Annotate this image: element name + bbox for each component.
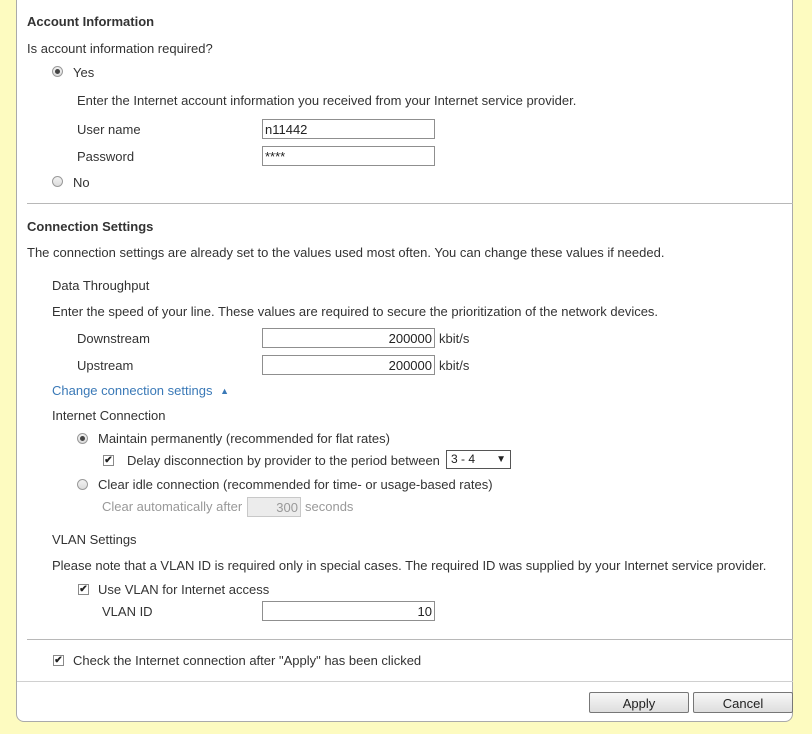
account-yes-label[interactable]: Yes <box>73 65 95 80</box>
downstream-unit: kbit/s <box>439 331 470 346</box>
throughput-info: Enter the speed of your line. These values are required to secure the prioritization of the network devices. <box>52 304 659 319</box>
vlan-info: Please note that a VLAN ID is required only in special cases. The required ID was supplied by your Internet service provider. <box>52 558 767 573</box>
upstream-label: Upstream <box>77 358 134 373</box>
delay-label[interactable]: Delay disconnection by provider to the period between <box>127 453 440 468</box>
check-connection-label[interactable]: Check the Internet connection after "Apply" has been clicked <box>73 653 422 668</box>
seconds-label: seconds <box>305 499 354 514</box>
clear-auto-label: Clear automatically after <box>102 499 243 514</box>
vlan-heading: VLAN Settings <box>52 532 137 547</box>
cancel-button[interactable]: Cancel <box>693 692 793 713</box>
apply-button[interactable]: Apply <box>589 692 689 713</box>
internet-connection-heading: Internet Connection <box>52 408 166 423</box>
upstream-unit: kbit/s <box>439 358 470 373</box>
divider <box>27 203 793 204</box>
checkmark-icon: ✔ <box>104 455 113 466</box>
divider <box>27 639 793 640</box>
username-label: User name <box>77 122 141 137</box>
delay-period-value: 3 - 4 <box>451 452 476 466</box>
password-label: Password <box>77 149 135 164</box>
maintain-label[interactable]: Maintain permanently (recommended for flat rates) <box>98 431 390 446</box>
connection-heading: Connection Settings <box>27 219 154 234</box>
checkmark-icon: ✔ <box>54 655 63 666</box>
upstream-input[interactable] <box>262 355 435 375</box>
triangle-up-icon[interactable]: ▲ <box>220 386 229 396</box>
account-yes-radio[interactable] <box>52 66 63 77</box>
downstream-input[interactable] <box>262 328 435 348</box>
connection-description: The connection settings are already set to the values used most often. You can change these values if needed. <box>27 245 665 260</box>
account-no-label[interactable]: No <box>73 175 90 190</box>
account-heading: Account Information <box>27 14 155 29</box>
account-no-radio[interactable] <box>52 176 63 187</box>
footer-divider <box>17 681 793 682</box>
chevron-down-icon: ▼ <box>496 454 506 465</box>
checkmark-icon: ✔ <box>79 584 88 595</box>
password-input[interactable] <box>262 146 435 166</box>
use-vlan-label[interactable]: Use VLAN for Internet access <box>98 582 270 597</box>
delay-checkbox[interactable] <box>103 455 114 466</box>
maintain-radio[interactable] <box>77 433 88 444</box>
vlan-id-label: VLAN ID <box>102 604 153 619</box>
change-connection-link[interactable] <box>52 383 229 398</box>
use-vlan-checkbox[interactable] <box>78 584 89 595</box>
username-input[interactable] <box>262 119 435 139</box>
check-connection-checkbox[interactable] <box>53 655 64 666</box>
clear-idle-label[interactable]: Clear idle connection (recommended for time- or usage-based rates) <box>98 477 493 492</box>
account-info-text: Enter the Internet account information you received from your Internet service provider. <box>77 93 577 108</box>
change-connection-label[interactable]: Change connection settings <box>52 383 213 398</box>
throughput-heading: Data Throughput <box>52 278 150 293</box>
delay-period-select[interactable] <box>446 450 511 469</box>
clear-idle-radio[interactable] <box>77 479 88 490</box>
vlan-id-input[interactable] <box>262 601 435 621</box>
downstream-label: Downstream <box>77 331 150 346</box>
clear-auto-input[interactable] <box>247 497 301 517</box>
account-question: Is account information required? <box>27 41 213 56</box>
